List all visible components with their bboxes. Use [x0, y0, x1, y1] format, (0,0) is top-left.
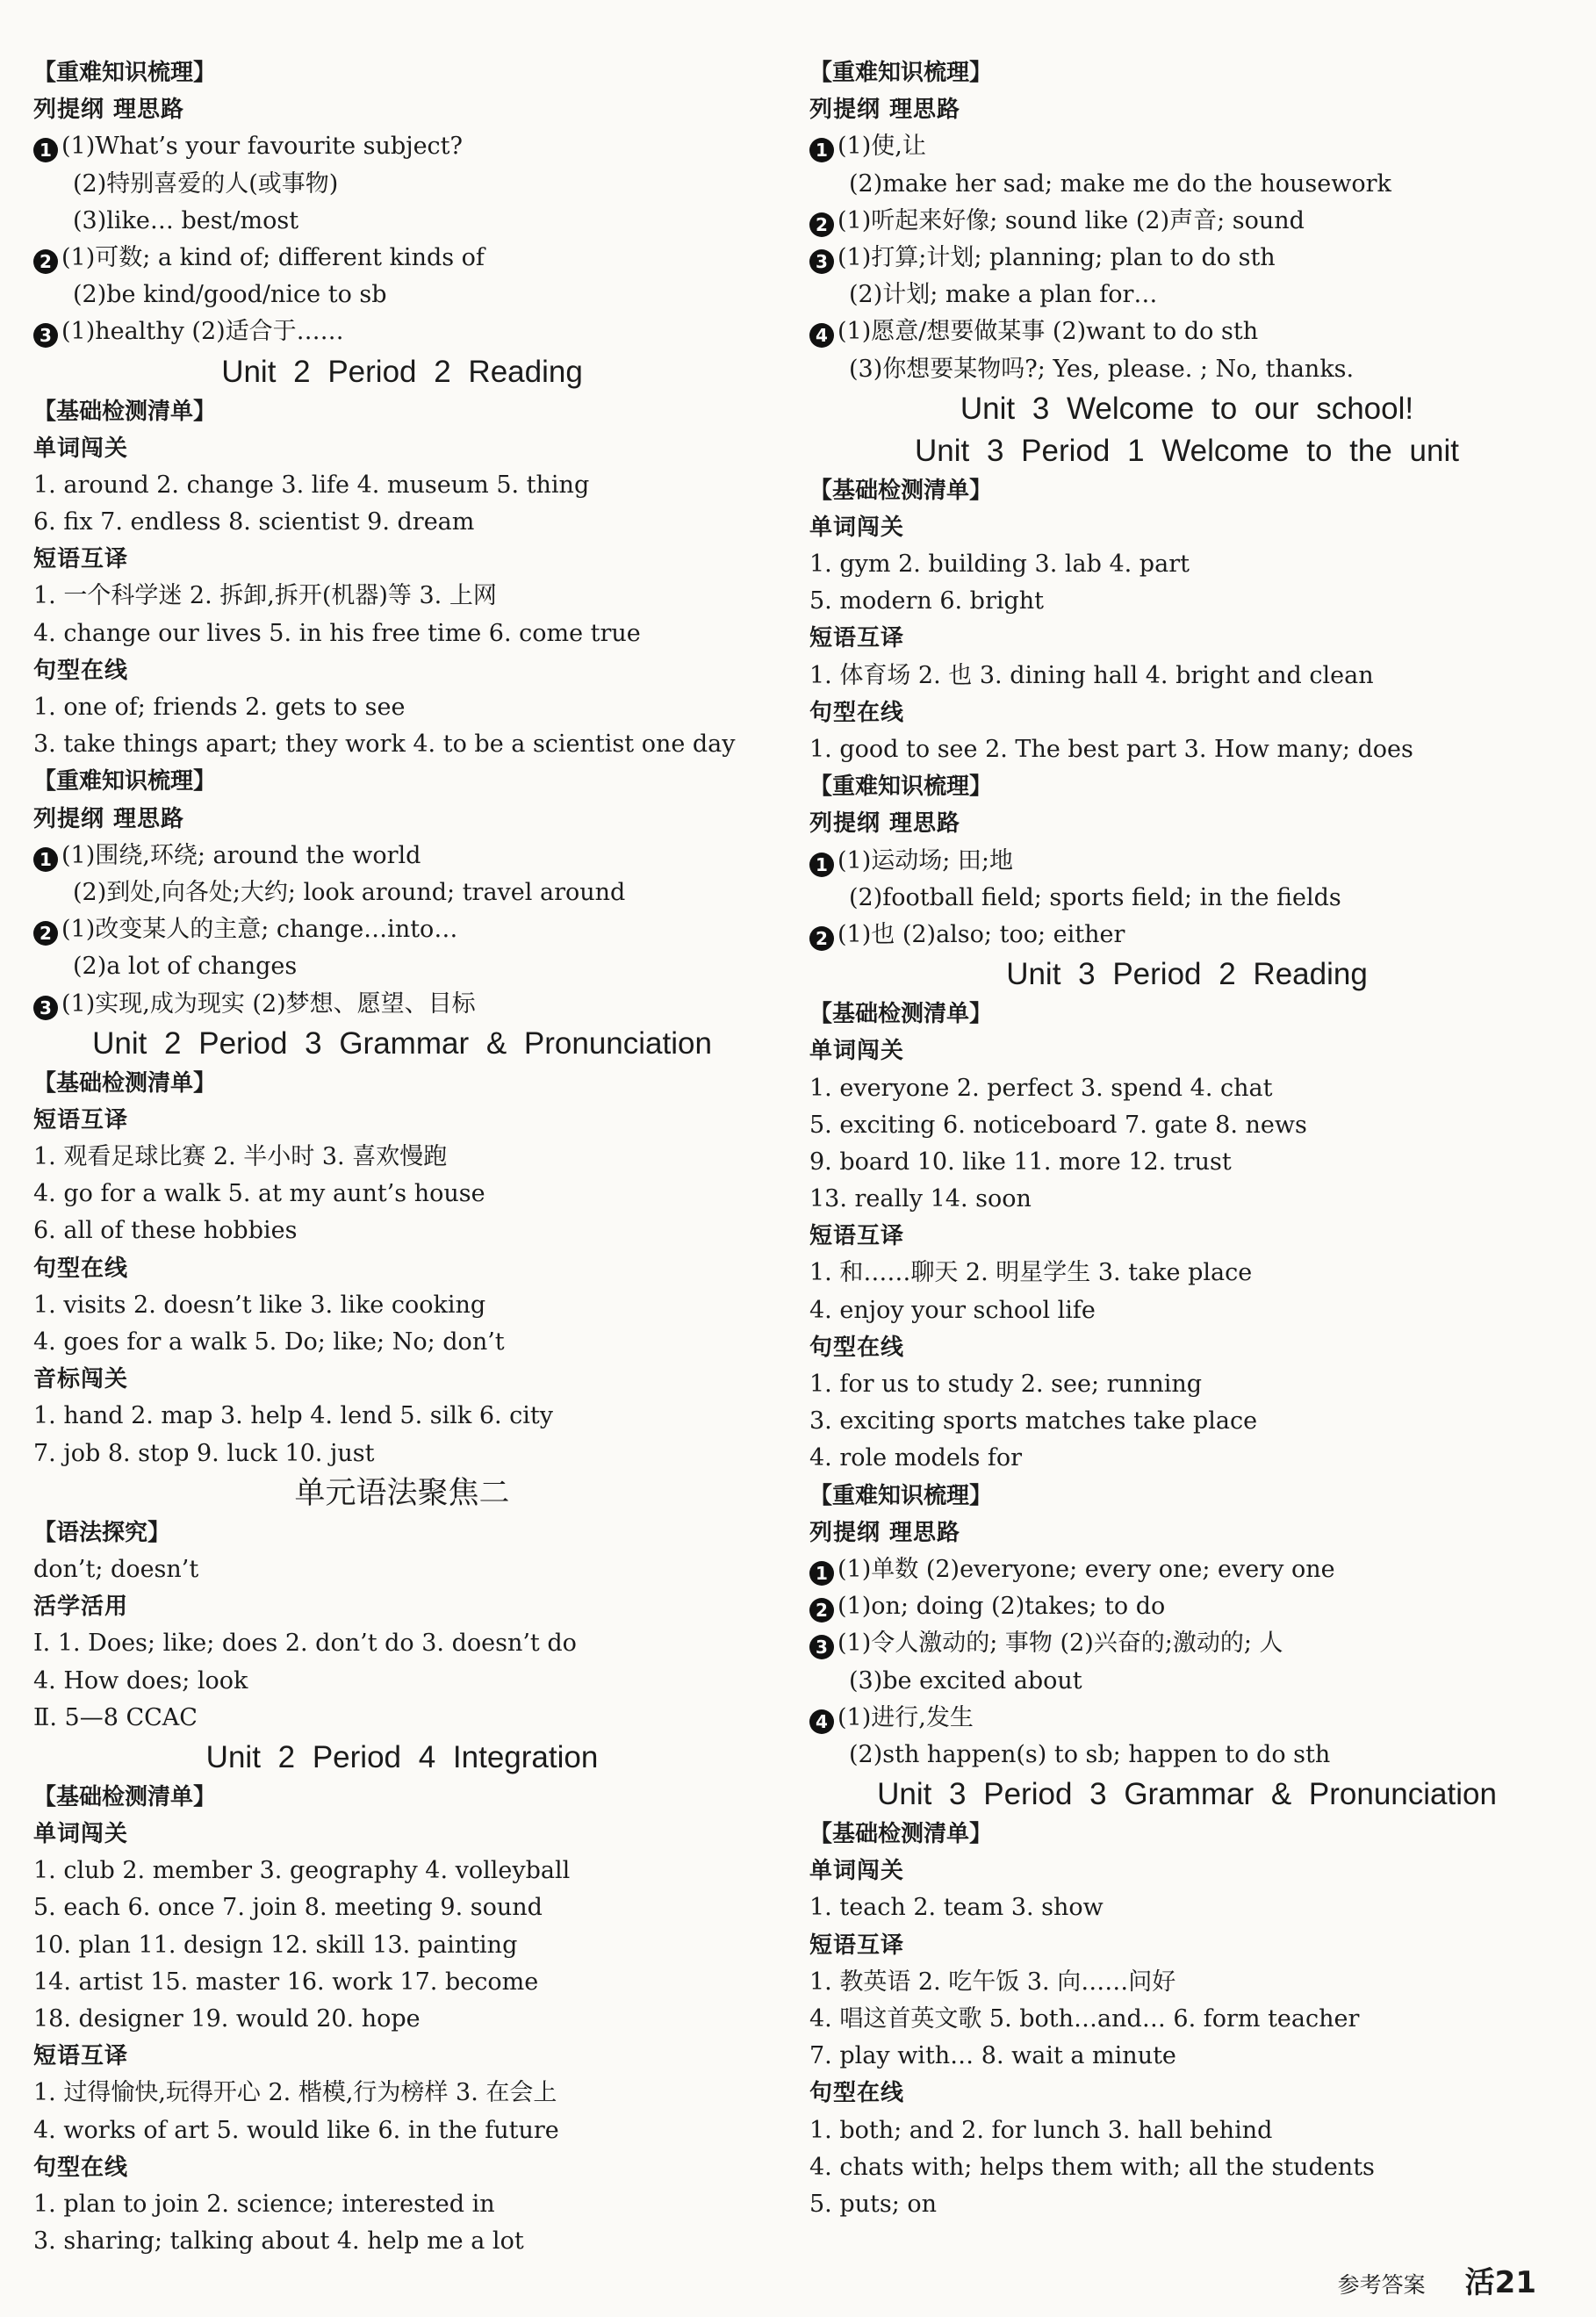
answer-text: (1)也 (2)also; too; either: [838, 920, 1125, 948]
section-heading: 【重难知识梳理】: [809, 1482, 993, 1509]
answer-line: 4. How does; look: [33, 1666, 248, 1695]
answer-line: (2)a lot of changes: [73, 953, 298, 981]
unit-period-title: Unit 3 Welcome to our school!: [960, 391, 1414, 426]
page-footer: [1338, 2261, 1536, 2305]
answer-line: 4. role models for: [809, 1444, 1023, 1472]
answer-line: 1. for us to study 2. see; running: [809, 1371, 1203, 1398]
answer-line: (3)你想要某物吗?; Yes, please. ; No, thanks.: [849, 355, 1355, 383]
answer-line: 5. modern 6. bright: [809, 587, 1045, 615]
circled-number: 3: [33, 323, 58, 348]
numbered-answer-line: [33, 838, 771, 874]
answer-line: 6. fix 7. endless 8. scientist 9. dream: [33, 508, 475, 536]
circled-number: 3: [809, 249, 834, 274]
subsection-heading: 列提纲 理思路: [809, 1519, 961, 1546]
unit-period-title: Unit 3 Period 3 Grammar & Pronunciation: [877, 1777, 1497, 1812]
answer-line: (2)make her sad; make me do the housework: [849, 169, 1391, 198]
subsection-heading: 单词闯关: [33, 1821, 129, 1848]
circled-number: 2: [809, 212, 834, 237]
subsection-heading: 短语互译: [33, 1106, 129, 1133]
answer-line: 10. plan 11. design 12. skill 13. painting: [33, 1931, 518, 1959]
numbered-answer-line: [809, 843, 1564, 880]
answer-text: (1)愿意/想要做某事 (2)want to do sth: [838, 318, 1259, 346]
answer-text: (1)单数 (2)everyone; every one; every one: [838, 1555, 1335, 1583]
answer-line: 5. each 6. once 7. join 8. meeting 9. sound: [33, 1894, 543, 1922]
circled-number: 1: [33, 847, 58, 872]
answer-text: (1)围绕,环绕; around the world: [61, 841, 421, 869]
answer-text: (1)on; doing (2)takes; to do: [838, 1593, 1166, 1621]
answer-line: 1. good to see 2. The best part 3. How many; does: [809, 736, 1413, 763]
subsection-heading: 音标闯关: [33, 1366, 129, 1393]
circled-number: 1: [809, 138, 834, 162]
footer-label: 参考答案: [1337, 2272, 1426, 2298]
answer-text: (1)令人激动的; 事物 (2)兴奋的;激动的; 人: [838, 1630, 1283, 1658]
unit-period-title: Unit 3 Period 1 Welcome to the unit: [915, 433, 1459, 468]
unit-period-title: Unit 3 Period 2 Reading: [1006, 957, 1368, 992]
answer-text: (1)改变某人的主意; change…into…: [61, 916, 458, 944]
subsection-heading: 短语互译: [809, 1932, 905, 1959]
numbered-answer-line: [809, 313, 1564, 350]
numbered-answer-line: [809, 1625, 1564, 1662]
answer-line: 1. 过得愉快,玩得开心 2. 楷模,行为榜样 3. 在会上: [33, 2079, 557, 2107]
circled-number: 2: [33, 249, 58, 274]
numbered-answer-line: [809, 1588, 1564, 1625]
numbered-answer-line: [33, 128, 771, 165]
answer-line: 5. puts; on: [809, 2190, 938, 2218]
section-heading: 【基础检测清单】: [809, 1001, 993, 1028]
section-heading: 【重难知识梳理】: [809, 60, 993, 86]
answer-line: (3)be excited about: [849, 1666, 1082, 1695]
numbered-answer-line: [809, 1551, 1564, 1588]
answer-line: 1. visits 2. doesn’t like 3. like cooking: [33, 1291, 486, 1319]
section-heading: 【语法探究】: [33, 1519, 171, 1546]
answer-text: (1)运动场; 田;地: [838, 846, 1014, 874]
answer-line: Ⅱ. 5—8 CCAC: [33, 1703, 198, 1731]
answer-line: 1. 体育场 2. 也 3. dining hall 4. bright and clean: [809, 661, 1374, 689]
section-heading: 【基础检测清单】: [809, 477, 993, 504]
answer-line: 3. sharing; talking about 4. help me a lot: [33, 2227, 524, 2256]
circled-number: 2: [809, 1598, 834, 1623]
answer-line: 6. all of these hobbies: [33, 1217, 298, 1245]
numbered-answer-line: [33, 313, 771, 350]
answer-line: (2)sth happen(s) to sb; happen to do sth: [849, 1740, 1331, 1768]
circled-number: 3: [809, 1635, 834, 1659]
section-heading: 【基础检测清单】: [33, 1069, 217, 1097]
answer-line: 1. 一个科学迷 2. 拆卸,拆开(机器)等 3. 上网: [33, 582, 497, 610]
left-column: [33, 54, 771, 2260]
answer-line: 5. exciting 6. noticeboard 7. gate 8. news: [809, 1111, 1307, 1139]
circled-number: 1: [33, 138, 58, 162]
section-heading: 【重难知识梳理】: [33, 768, 217, 795]
answer-text: (1)听起来好像; sound like (2)声音; sound: [838, 206, 1305, 234]
answer-line: 1. gym 2. building 3. lab 4. part: [809, 550, 1190, 579]
answer-text: (1)healthy (2)适合于……: [61, 318, 344, 346]
section-heading: 【基础检测清单】: [33, 398, 217, 425]
answer-text: (1)使,让: [838, 133, 926, 161]
section-heading: 【重难知识梳理】: [33, 60, 217, 86]
answer-line: 4. 唱这首英文歌 5. both…and… 6. form teacher: [809, 2005, 1360, 2033]
answer-line: 4. goes for a walk 5. Do; like; No; don’t: [33, 1328, 505, 1356]
answer-line: 1. hand 2. map 3. help 4. lend 5. silk 6. city: [33, 1402, 554, 1430]
unit-period-title: Unit 2 Period 2 Reading: [221, 354, 583, 389]
subsection-heading: 单词闯关: [809, 1038, 905, 1065]
answer-line: 4. change our lives 5. in his free time 6. come true: [33, 619, 641, 647]
answer-line: 4. go for a walk 5. at my aunt’s house: [33, 1180, 485, 1208]
numbered-answer-line: [809, 917, 1564, 953]
page-number: 活21: [1464, 2265, 1536, 2300]
answer-line: 1. 教英语 2. 吃午饭 3. 向……问好: [809, 1968, 1176, 1996]
circled-number: 2: [809, 926, 834, 951]
subsection-heading: 短语互译: [809, 625, 905, 652]
answer-line: (2)计划; make a plan for…: [849, 281, 1158, 309]
circled-number: 2: [33, 921, 58, 946]
subsection-heading: 句型在线: [33, 657, 129, 684]
numbered-answer-line: [809, 1700, 1564, 1737]
answer-line: 1. around 2. change 3. life 4. museum 5. thing: [33, 471, 590, 499]
numbered-answer-line: [33, 986, 771, 1023]
subsection-heading: 短语互译: [33, 546, 129, 573]
subsection-heading: 句型在线: [809, 1334, 905, 1361]
answer-line: 18. designer 19. would 20. hope: [33, 2005, 421, 2033]
answer-line: (2)football field; sports field; in the fields: [849, 883, 1341, 911]
answer-line: 1. teach 2. team 3. show: [809, 1894, 1104, 1922]
numbered-answer-line: [33, 911, 771, 948]
answer-line: 7. play with… 8. wait a minute: [809, 2042, 1176, 2070]
answer-line: 1. one of; friends 2. gets to see: [33, 694, 406, 721]
subsection-heading: 活学活用: [33, 1594, 129, 1621]
subsection-heading: 列提纲 理思路: [33, 97, 185, 124]
subsection-heading: 单词闯关: [33, 435, 129, 462]
section-heading: 【基础检测清单】: [33, 1783, 217, 1810]
subsection-heading: 句型在线: [33, 1255, 129, 1282]
answer-line: don’t; doesn’t: [33, 1555, 199, 1583]
answer-line: 1. club 2. member 3. geography 4. volleyball: [33, 1857, 571, 1885]
subsection-heading: 句型在线: [809, 699, 905, 726]
answer-line: (2)特别喜爱的人(或事物): [73, 169, 339, 198]
section-heading: 【基础检测清单】: [809, 1821, 993, 1848]
answer-line: 4. works of art 5. would like 6. in the future: [33, 2116, 559, 2144]
subsection-heading: 列提纲 理思路: [809, 97, 961, 124]
answer-line: (2)到处,向各处;大约; look around; travel around: [73, 878, 626, 906]
subsection-heading: 单词闯关: [809, 514, 905, 541]
right-column: [809, 54, 1564, 2223]
answer-line: 3. exciting sports matches take place: [809, 1407, 1258, 1436]
circled-number: 4: [809, 323, 834, 348]
answer-text: (1)进行,发生: [838, 1703, 974, 1731]
subsection-heading: 列提纲 理思路: [809, 810, 961, 838]
circled-number: 3: [33, 996, 58, 1020]
answer-line: 1. everyone 2. perfect 3. spend 4. chat: [809, 1074, 1273, 1102]
numbered-answer-line: [33, 240, 771, 277]
answer-line: 4. chats with; helps them with; all the students: [809, 2153, 1375, 2181]
answer-line: 14. artist 15. master 16. work 17. become: [33, 1968, 539, 1996]
answer-line: 7. job 8. stop 9. luck 10. just: [33, 1439, 375, 1467]
answer-line: 1. 观看足球比赛 2. 半小时 3. 喜欢慢跑: [33, 1143, 448, 1171]
numbered-answer-line: [809, 128, 1564, 165]
numbered-answer-line: [809, 240, 1564, 277]
answer-line: 1. both; and 2. for lunch 3. hall behind: [809, 2116, 1273, 2144]
subsection-heading: 短语互译: [809, 1223, 905, 1250]
subsection-heading: 短语互译: [33, 2043, 129, 2070]
answer-line: Ⅰ. 1. Does; like; does 2. don’t do 3. doesn’t do: [33, 1630, 577, 1658]
circled-number: 4: [809, 1709, 834, 1734]
answer-text: (1)打算;计划; planning; plan to do sth: [838, 243, 1276, 271]
answer-line: 1. 和……聊天 2. 明星学生 3. take place: [809, 1259, 1253, 1287]
answer-line: 1. plan to join 2. science; interested in: [33, 2190, 495, 2218]
unit-period-title: Unit 2 Period 4 Integration: [205, 1739, 599, 1774]
unit-period-title: Unit 2 Period 3 Grammar & Pronunciation: [92, 1025, 712, 1061]
answer-line: (3)like… best/most: [73, 206, 299, 234]
circled-number: 1: [809, 1561, 834, 1586]
answer-line: 3. take things apart; they work 4. to be a scientist one day: [33, 730, 736, 759]
unit-period-title: 单元语法聚焦二: [294, 1475, 510, 1510]
subsection-heading: 句型在线: [809, 2080, 905, 2107]
numbered-answer-line: [809, 203, 1564, 240]
answer-line: (2)be kind/good/nice to sb: [73, 281, 387, 309]
circled-number: 1: [809, 853, 834, 877]
answer-text: (1)可数; a kind of; different kinds of: [61, 243, 485, 271]
subsection-heading: 单词闯关: [809, 1858, 905, 1885]
answer-line: 9. board 10. like 11. more 12. trust: [809, 1148, 1232, 1176]
answer-text: (1)实现,成为现实 (2)梦想、愿望、目标: [61, 989, 476, 1018]
subsection-heading: 句型在线: [33, 2154, 129, 2181]
subsection-heading: 列提纲 理思路: [33, 805, 185, 832]
section-heading: 【重难知识梳理】: [809, 774, 993, 801]
answer-line: 13. really 14. soon: [809, 1185, 1032, 1213]
answer-line: 4. enjoy your school life: [809, 1296, 1096, 1324]
answer-text: (1)What’s your favourite subject?: [61, 133, 464, 161]
